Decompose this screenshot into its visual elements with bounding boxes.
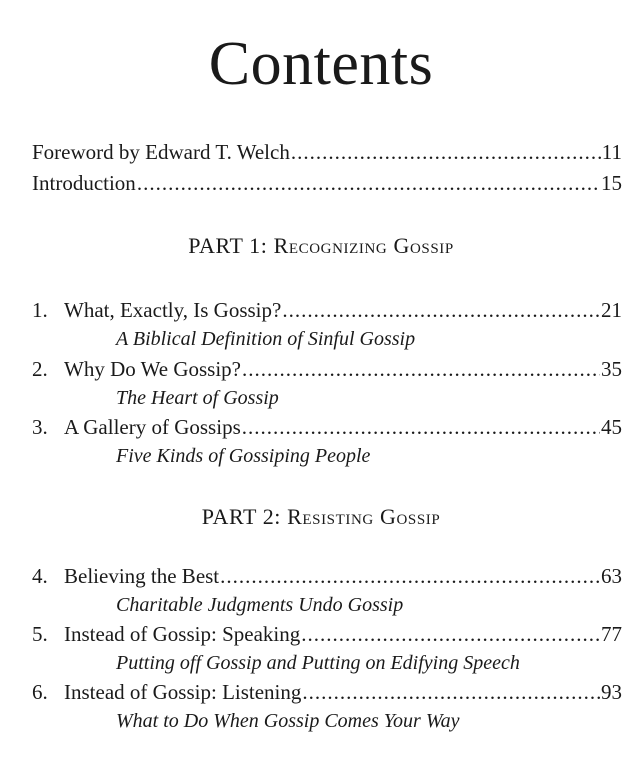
toc-entry-introduction[interactable]	[32, 169, 622, 197]
chapter-subtitle: A Biblical Definition of Sinful Gossip	[116, 328, 416, 350]
toc-page-number: 15	[601, 171, 622, 195]
dot-leader	[242, 413, 600, 441]
dot-leader	[291, 138, 601, 166]
toc-page-number: 77	[601, 622, 622, 646]
toc-page-number: 63	[601, 564, 622, 588]
toc-entry-foreword[interactable]	[32, 138, 622, 166]
toc-page-number: 45	[601, 415, 622, 439]
toc-entry-label: Introduction	[32, 171, 136, 195]
chapter-subtitle: Charitable Judgments Undo Gossip	[116, 594, 404, 616]
chapter-number: 3.	[32, 415, 48, 439]
toc-entry-chapter-5[interactable]	[32, 620, 622, 648]
dot-leader	[301, 620, 600, 648]
dot-leader	[242, 355, 600, 383]
chapter-number: 2.	[32, 357, 48, 381]
dot-leader	[137, 169, 600, 197]
chapter-title: Instead of Gossip: Speaking	[64, 622, 301, 646]
toc-entry-chapter-1[interactable]	[32, 296, 622, 324]
toc-entry-chapter-3[interactable]	[32, 413, 622, 441]
dot-leader	[282, 296, 600, 324]
chapter-number: 5.	[32, 622, 48, 646]
toc-entry-chapter-4[interactable]	[32, 562, 622, 590]
toc-entry-chapter-2[interactable]	[32, 355, 622, 383]
toc-page-number: 93	[601, 680, 622, 704]
toc-page-number: 21	[601, 298, 622, 322]
chapter-subtitle: What to Do When Gossip Comes Your Way	[116, 710, 460, 732]
toc-page-number: 35	[601, 357, 622, 381]
toc-entry-chapter-6[interactable]	[32, 678, 622, 706]
part-heading-1: PART 1: Recognizing Gossip	[188, 233, 454, 258]
page-title: Contents	[208, 30, 434, 98]
toc-page-number: 11	[601, 140, 622, 164]
part-heading-2: PART 2: Resisting Gossip	[201, 504, 441, 529]
chapter-subtitle: Five Kinds of Gossiping People	[116, 445, 371, 467]
dot-leader	[302, 678, 600, 706]
chapter-title: Why Do We Gossip?	[64, 357, 241, 381]
chapter-subtitle: The Heart of Gossip	[116, 387, 279, 409]
dot-leader	[220, 562, 600, 590]
chapter-subtitle: Putting off Gossip and Putting on Edifying Speech	[116, 652, 520, 674]
chapter-title: Believing the Best	[64, 564, 220, 588]
chapter-title: What, Exactly, Is Gossip?	[64, 298, 282, 322]
toc-entry-label: Foreword by Edward T. Welch	[32, 140, 290, 164]
chapter-number: 6.	[32, 680, 48, 704]
chapter-title: Instead of Gossip: Listening	[64, 680, 302, 704]
chapter-number: 1.	[32, 298, 48, 322]
chapter-number: 4.	[32, 564, 48, 588]
chapter-title: A Gallery of Gossips	[64, 415, 241, 439]
